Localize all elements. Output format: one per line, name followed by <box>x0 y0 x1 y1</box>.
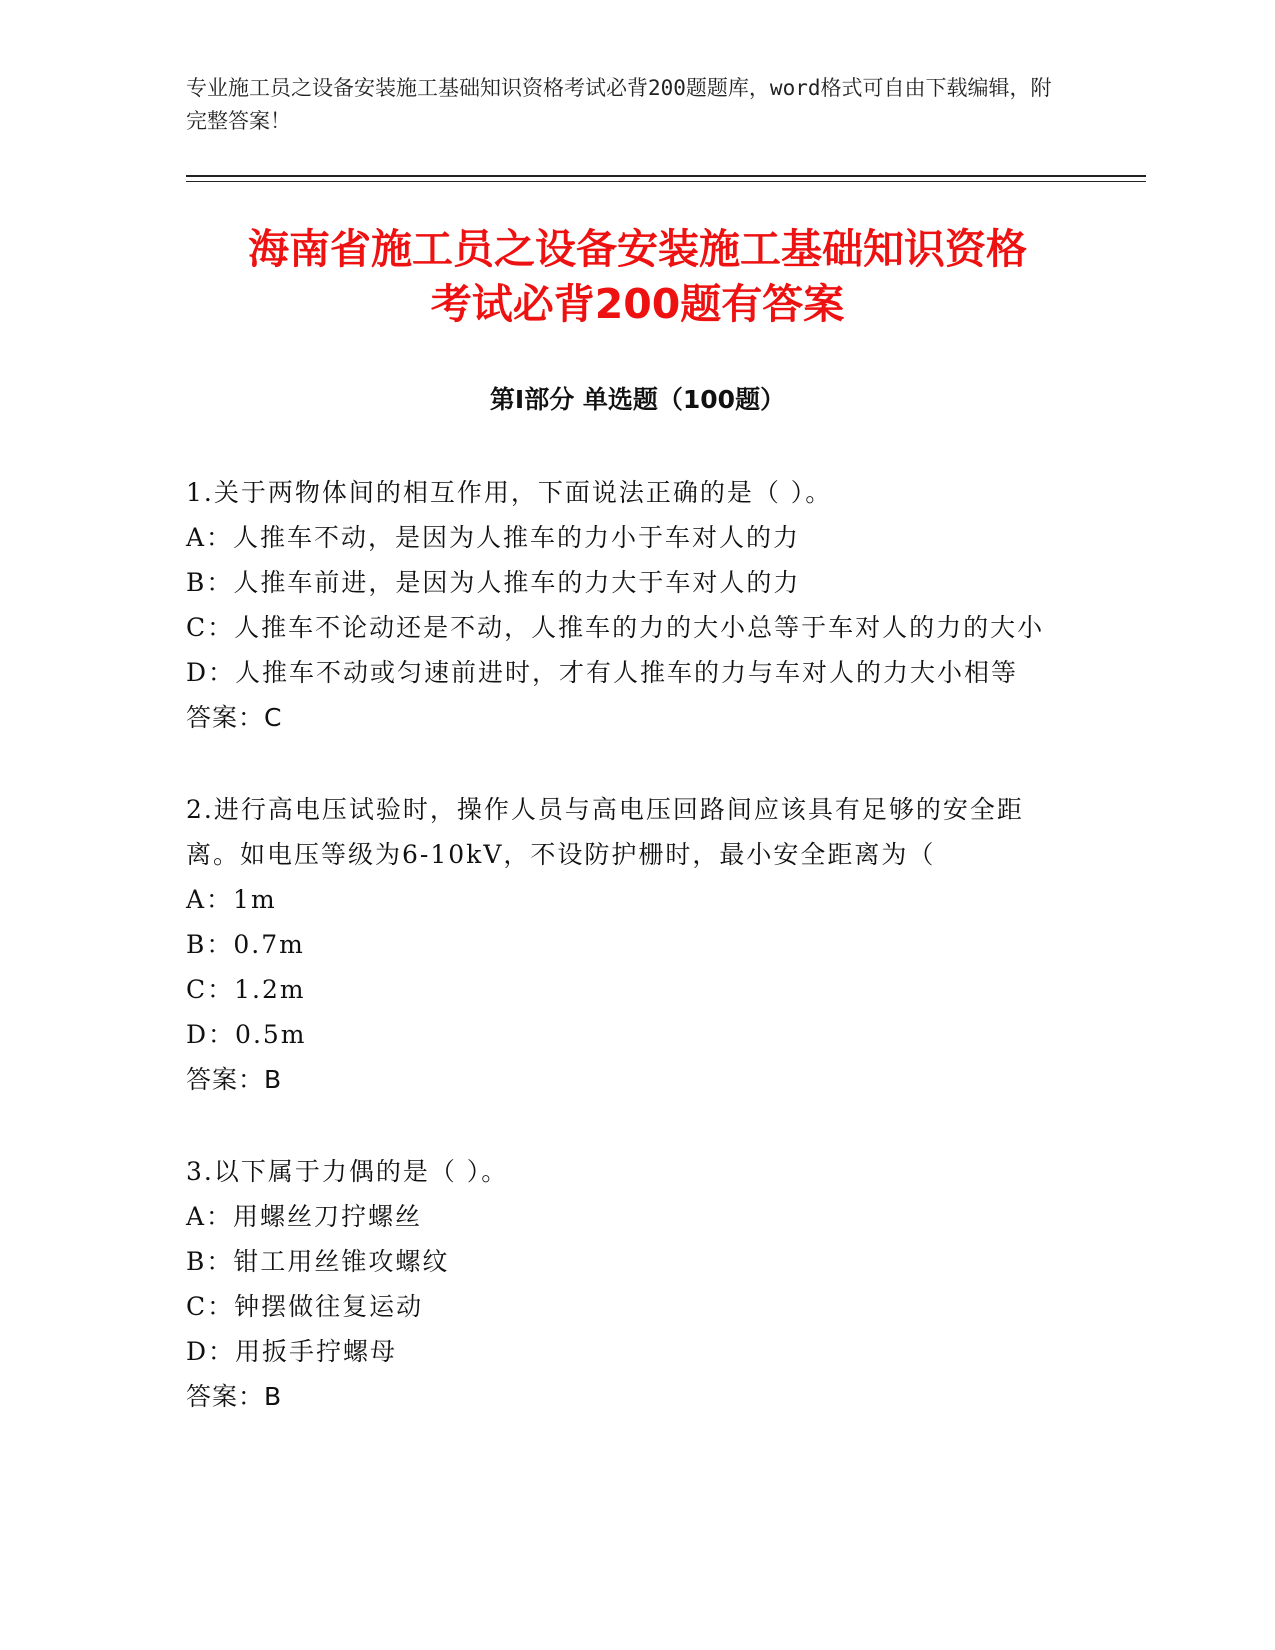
option-d: D：0.5m <box>186 1020 307 1049</box>
option-d: D：人推车不动或匀速前进时，才有人推车的力与车对人的力大小相等 <box>186 658 1019 687</box>
option-b: B：钳工用丝锥攻螺纹 <box>186 1247 450 1276</box>
header-divider-thin <box>186 181 1146 182</box>
document-title-line-1: 海南省施工员之设备安装施工基础知识资格 <box>248 225 1027 273</box>
question-stem: 1.关于两物体间的相互作用，下面说法正确的是（ ）。 <box>186 478 833 507</box>
answer: 答案：B <box>186 1065 283 1094</box>
option-b: B：0.7m <box>186 930 305 959</box>
option-c: C：1.2m <box>186 975 306 1004</box>
document-title <box>160 222 1115 332</box>
option-c: C：钟摆做往复运动 <box>186 1292 424 1321</box>
question-3 <box>186 1149 1066 1419</box>
option-d: D：用扳手拧螺母 <box>186 1337 398 1366</box>
document-title-line-2: 考试必背200题有答案 <box>430 280 845 328</box>
option-a: A：用螺丝刀拧螺丝 <box>186 1202 423 1231</box>
question-1 <box>186 470 1066 740</box>
question-list <box>186 470 1066 1466</box>
question-stem: 3.以下属于力偶的是（ ）。 <box>186 1157 509 1186</box>
option-c: C：人推车不论动还是不动，人推车的力的大小总等于车对人的力的大小 <box>186 613 1045 642</box>
answer: 答案：B <box>186 1382 283 1411</box>
option-a: A：1m <box>186 885 277 914</box>
answer: 答案：C <box>186 703 283 732</box>
header-divider-thick <box>186 175 1146 177</box>
question-2 <box>186 787 1066 1102</box>
question-stem: 2.进行高电压试验时，操作人员与高电压回路间应该具有足够的安全距离。如电压等级为6-10kV，不设防护栅时，最小安全距离为（ <box>186 795 1024 869</box>
section-title: 第Ⅰ部分 单选题（100题） <box>489 385 786 414</box>
option-b: B：人推车前进，是因为人推车的力大于车对人的力 <box>186 568 801 597</box>
header-note: 专业施工员之设备安装施工基础知识资格考试必背200题题库，word格式可自由下载编辑，附完整答案！ <box>186 76 1052 133</box>
option-a: A：人推车不动，是因为人推车的力小于车对人的力 <box>186 523 801 552</box>
